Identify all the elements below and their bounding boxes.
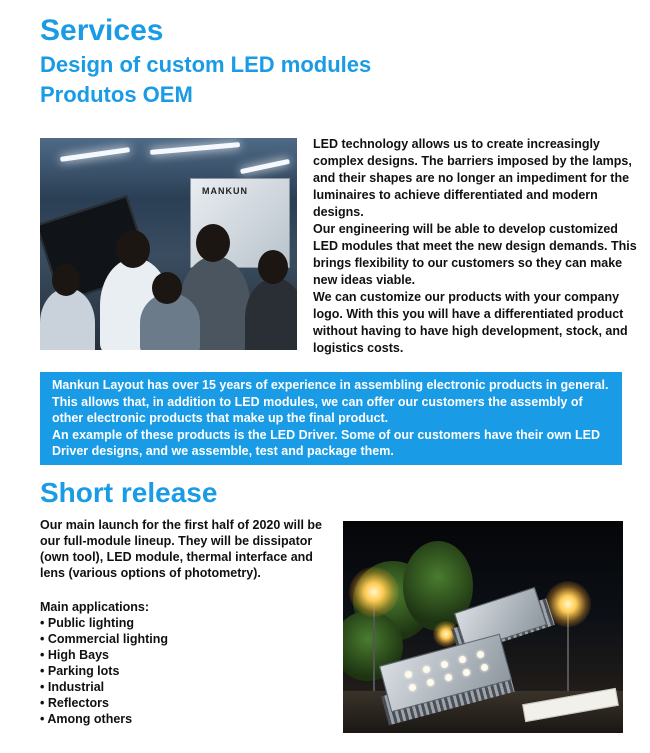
list-item: • Parking lots	[40, 663, 168, 679]
short-release-title: Short release	[40, 477, 218, 508]
list-item: • High Bays	[40, 647, 168, 663]
section-subtitle-custom-led: Design of custom LED modules	[40, 52, 372, 77]
led-chip	[459, 656, 466, 663]
led-module-product-photo	[343, 521, 623, 733]
street-light-glow	[349, 567, 399, 617]
led-chip	[409, 684, 416, 691]
visitor-head	[152, 272, 182, 304]
visitor-head	[196, 224, 230, 262]
led-chip	[445, 674, 452, 681]
visitor-head	[258, 250, 288, 284]
visitor-figure	[40, 288, 95, 350]
page-title: Services	[40, 14, 164, 47]
experience-highlight-box	[40, 372, 622, 465]
brand-logo: MANKUN	[202, 186, 248, 196]
applications-title: Main applications:	[40, 600, 150, 614]
section-subtitle-oem: Produtos OEM	[40, 82, 193, 107]
visitor-figure	[245, 278, 297, 350]
led-chip	[481, 664, 488, 671]
led-chip	[427, 679, 434, 686]
list-item: • Reflectors	[40, 695, 168, 711]
led-chip	[423, 666, 430, 673]
led-chip	[405, 671, 412, 678]
highlight-text: Mankun Layout has over 15 years of experience in assembling electronic products in general. This allows that, in addition to LED modules, we can offer our customers the assembly of other electronic products that make up the final product. An example of these products is the LED Driver. Some of our customers have their own LED Driver designs, and we assemble, test and package them.	[52, 378, 609, 458]
applications-list	[40, 615, 168, 727]
intro-paragraph	[313, 136, 643, 357]
list-item: • Industrial	[40, 679, 168, 695]
intro-text: LED technology allows us to create increasingly complex designs. The barriers imposed by the lamps, and their shapes are no longer an impediment for the luminaires to achieve differentiated and modern designs. Our engineering will be able to develop customized LED modules that meet the new design demands. This brings flexibility to our customers so they can make new ideas viable. We can customize our products with your company logo. With this you will have a differentiated product without having to have high development, stock, and logistics costs.	[313, 137, 637, 355]
visitor-head	[52, 264, 80, 296]
short-release-paragraph: Our main launch for the first half of 2020 will be our full-module lineup. They will be dissipator (own tool), LED module, thermal interface and lens (various options of photometry).	[40, 518, 322, 580]
led-chip	[477, 651, 484, 658]
list-item: • Among others	[40, 711, 168, 727]
list-item: • Commercial lighting	[40, 631, 168, 647]
exhibition-photo	[40, 138, 297, 350]
visitor-head	[116, 230, 150, 268]
list-item: • Public lighting	[40, 615, 168, 631]
led-chip	[441, 661, 448, 668]
led-chip	[463, 669, 470, 676]
